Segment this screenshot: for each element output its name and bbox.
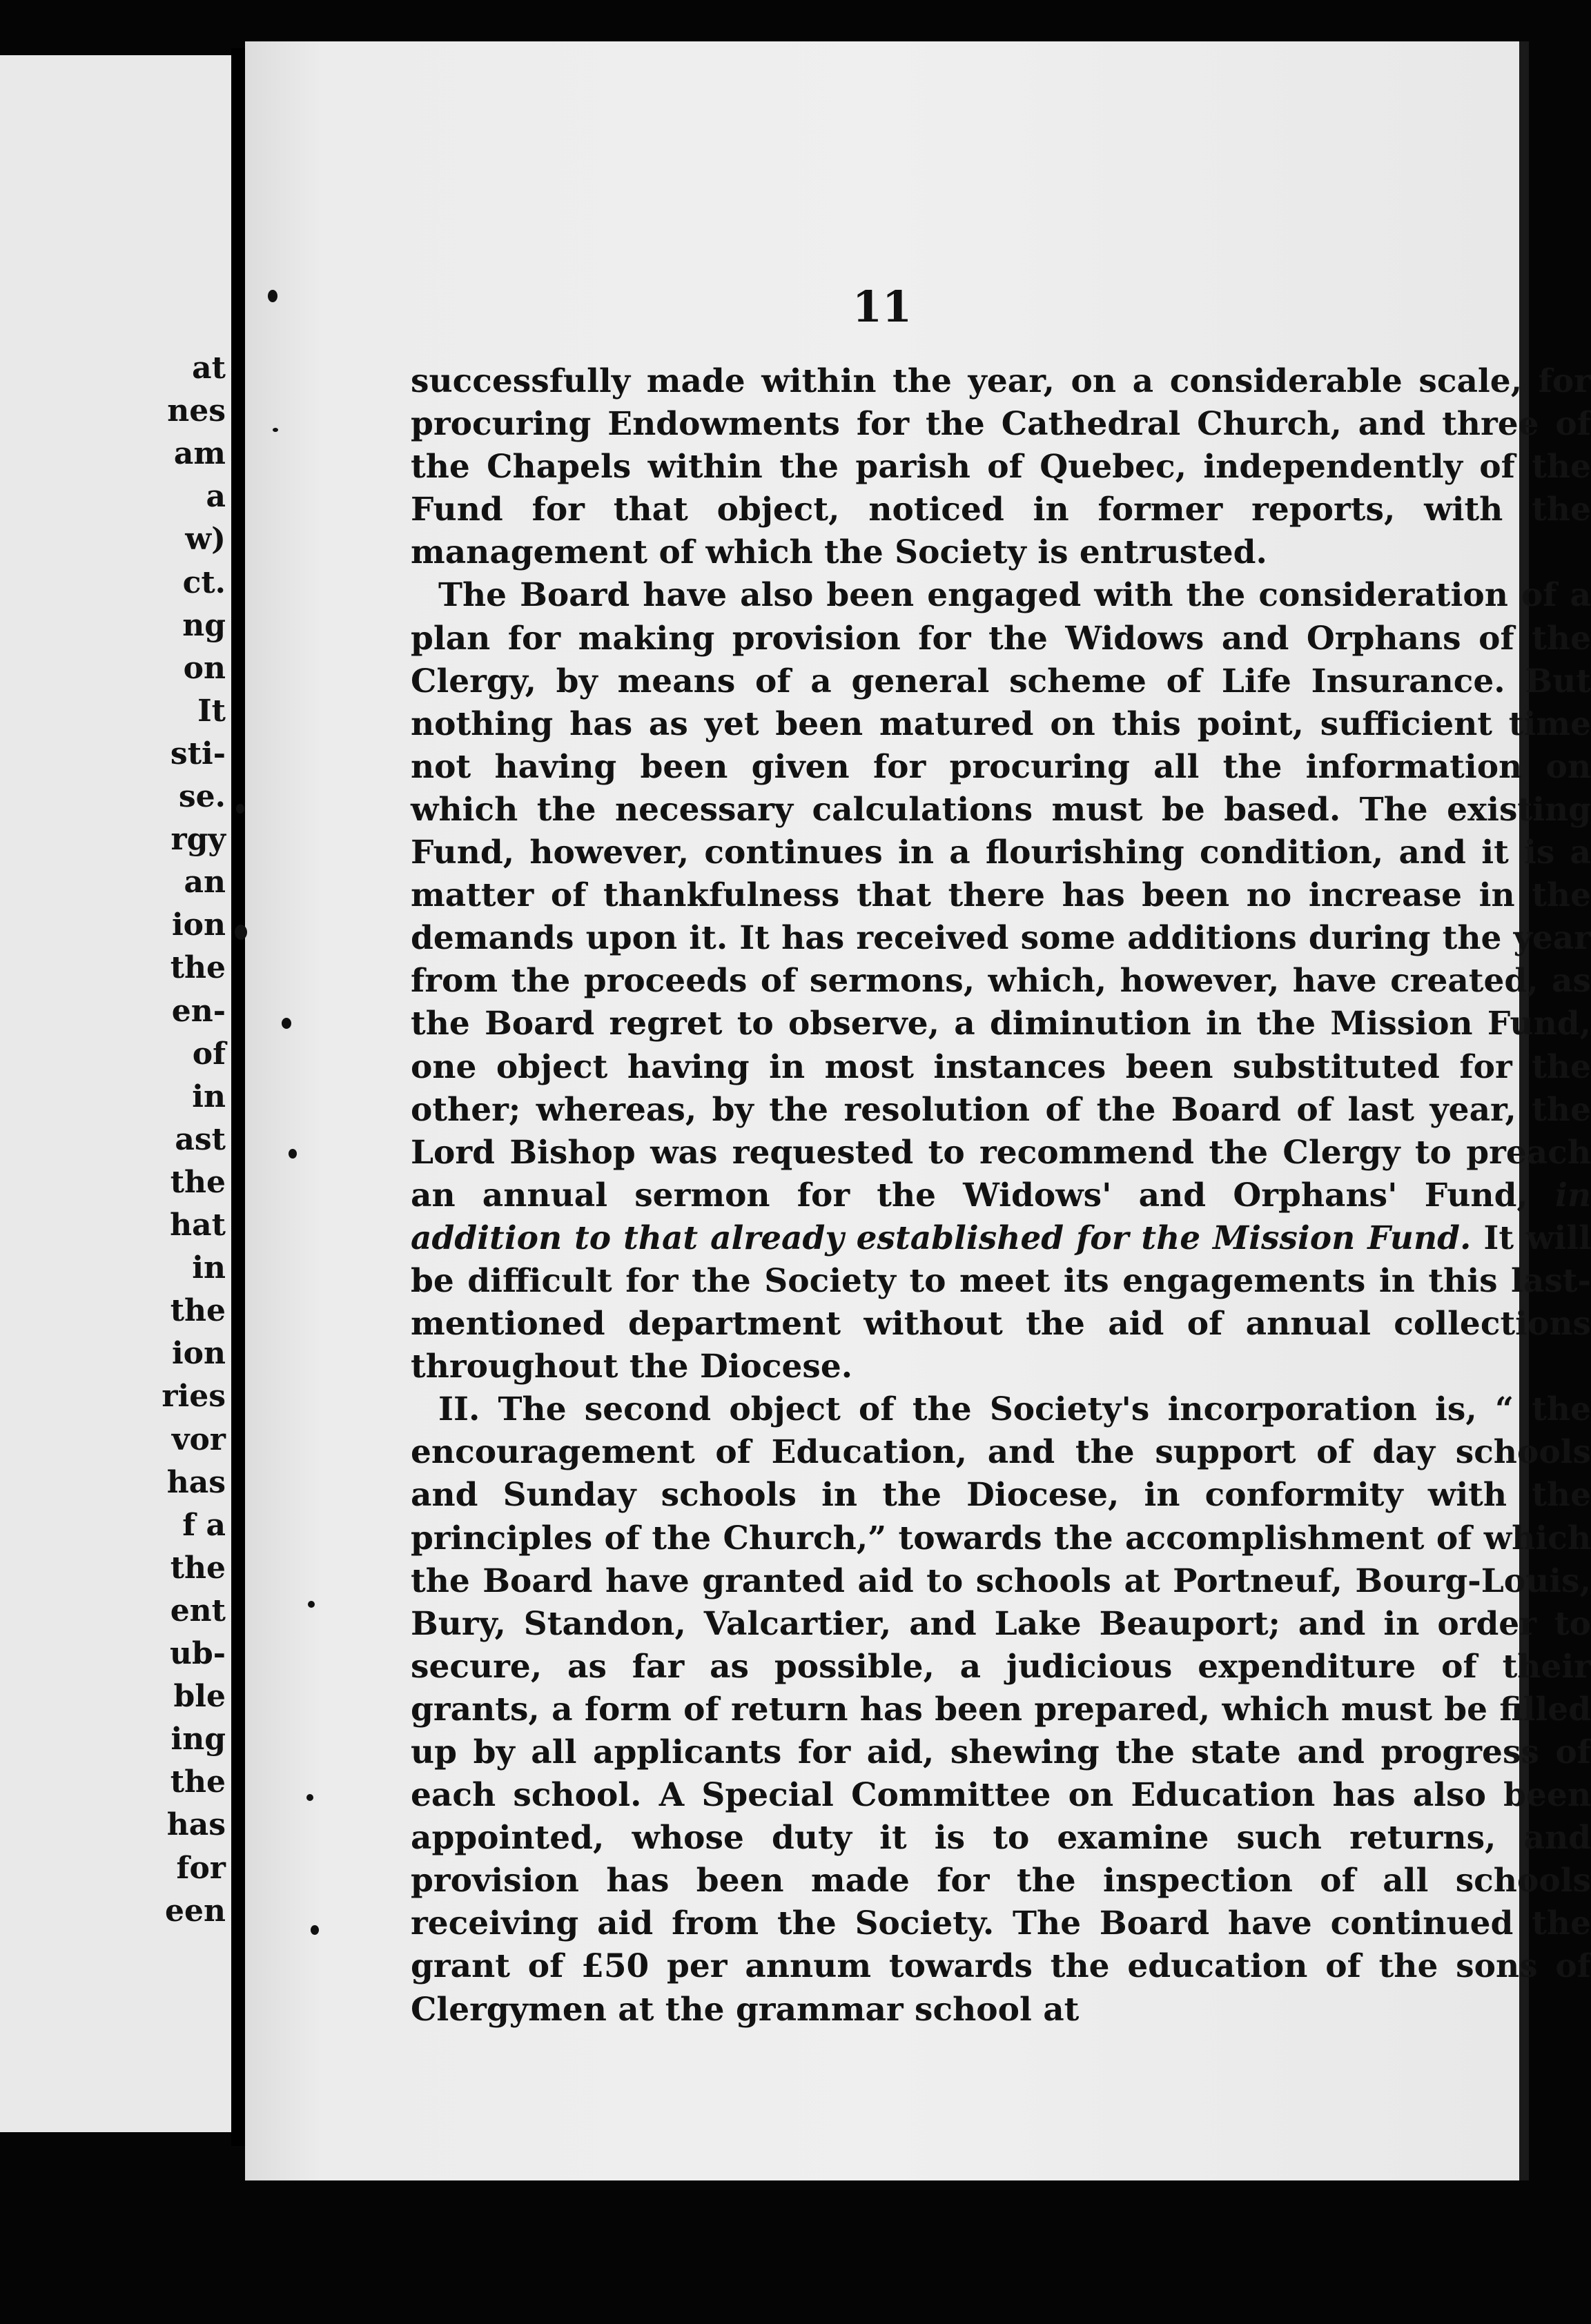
- facing-page-line-fragment: ion: [171, 1336, 226, 1372]
- facing-page-line-fragment: een: [165, 1893, 226, 1929]
- facing-page-line-fragment: ng: [182, 607, 226, 643]
- facing-page-fragment: [0, 55, 231, 2132]
- facing-page-line-fragment: the: [170, 1550, 226, 1586]
- ink-mark: [268, 290, 277, 302]
- facing-page-line-fragment: w): [185, 522, 226, 558]
- ink-mark: [308, 1601, 315, 1608]
- facing-page-line-fragment: ub-: [169, 1636, 226, 1671]
- facing-page-line-fragment: It: [197, 693, 226, 729]
- paragraph-1: [411, 360, 1591, 574]
- facing-page-line-fragment: am: [173, 436, 226, 472]
- ink-mark: [289, 1149, 297, 1159]
- facing-page-line-fragment: at: [192, 351, 226, 386]
- facing-page-line-fragment: has: [166, 1807, 226, 1843]
- facing-page-line-fragment: rgy: [170, 822, 226, 858]
- facing-page-line-fragment: in: [192, 1250, 226, 1286]
- facing-page-line-fragment: vor: [171, 1421, 226, 1457]
- ink-mark: [306, 1794, 313, 1801]
- facing-page-line-fragment: the: [170, 1764, 226, 1800]
- paragraph-2-text-a: The Board have also been engaged with the consideration of a plan for making provision for the Widows and Orphans of the Clergy, by means of a general scheme of Life Insurance. But nothing has as yet been matured on this point, sufficient time not having been given for procuring all the information on which the necessary calculations must be based. The existing Fund, however, continues in a flourishing condition, and it is a matter of thankfulness that there has been no increase in the demands upon it. It has received some additions during the year from the proceeds of sermons, which, however, have created, as the Board regret to observe, a diminution in the Mission Fund, one object having in most instances been substituted for the other; whereas, by the resolution of the Board of last year, the Lord Bishop was requested to recommend the Clergy to preach an annual sermon for the Widows' and Orphans' Fund,: [411, 576, 1591, 1214]
- facing-page-line-fragment: ct.: [182, 564, 226, 600]
- facing-page-line-fragment: en-: [171, 993, 226, 1029]
- facing-page-line-fragment: ast: [175, 1121, 226, 1157]
- paragraph-3: [411, 1388, 1591, 2031]
- ink-mark: [282, 1018, 291, 1029]
- facing-page-line-fragment: the: [170, 1164, 226, 1200]
- facing-page-line-fragment: the: [170, 1293, 226, 1329]
- paragraph-1-text: successfully made within the year, on a considerable scale, for procuring Endowments for the Cathedral Church, and three of the Chapels within the parish of Quebec, independently of the Fund for that object, noticed in former reports, with the management of which the Society is entrusted.: [411, 362, 1591, 572]
- facing-page-line-fragment: an: [184, 865, 226, 900]
- facing-page-line-fragment: ble: [173, 1679, 226, 1715]
- facing-page-line-fragment: nes: [167, 393, 226, 429]
- facing-page-line-fragment: sti-: [170, 736, 226, 771]
- facing-page-line-fragment: f a: [182, 1507, 226, 1543]
- facing-page-line-fragment: on: [183, 650, 226, 686]
- page-number: 11: [852, 282, 912, 332]
- ink-mark: [236, 804, 244, 814]
- facing-page-line-fragment: ries: [162, 1379, 226, 1415]
- paragraph-2-text-b: It will be difficult for the Society to meet its engagements in this last-mentioned department without the aid of annual collections throughout the Diocese.: [411, 1219, 1591, 1386]
- facing-page-line-fragment: ing: [170, 1722, 226, 1757]
- facing-page-line-fragment: ion: [171, 907, 226, 943]
- ink-mark: [235, 925, 247, 940]
- facing-page-line-fragment: ent: [170, 1593, 226, 1628]
- ink-mark: [273, 428, 278, 432]
- facing-page-line-fragment: of: [192, 1036, 226, 1072]
- facing-page-line-fragment: a: [206, 479, 226, 515]
- facing-page-line-fragment: se.: [178, 779, 226, 814]
- facing-page-line-fragment: for: [176, 1850, 226, 1886]
- facing-page-line-fragment: the: [170, 950, 226, 986]
- paragraph-3-text: II. The second object of the Society's incorporation is, “ the encouragement of Education, and the support of day schools and Sunday schools in the Diocese, in conformity with the principles of the Church,” towards the accomplishment of which the Board have granted aid to schools at Portneuf, Bourg-Louis, Bury, Standon, Valcartier, and Lake Beauport; and in order to secure, as far as possible, a judicious expenditure of their grants, a form of return has been prepared, which must be filled up by all applicants for aid, shewing the state and progress of each school. A Special Committee on Education has also been appointed, whose duty it is to examine such returns, and provision has been made for the inspection of all schools receiving aid from the Society. The Board have continued the grant of £50 per annum towards the education of the sons of Clergymen at the grammar school at: [411, 1390, 1591, 2029]
- facing-page-line-fragment: has: [166, 1464, 226, 1500]
- facing-page-line-fragment: hat: [170, 1208, 226, 1243]
- facing-page-line-fragment: in: [192, 1079, 226, 1114]
- paragraph-2-italic: in addition to that already established for the Mission Fund.: [411, 1176, 1591, 1257]
- ink-mark: [311, 1925, 319, 1935]
- page-body: [411, 360, 1591, 2031]
- book-gutter: [231, 48, 245, 2146]
- paragraph-2: [411, 574, 1591, 1388]
- book-page: [245, 41, 1591, 2180]
